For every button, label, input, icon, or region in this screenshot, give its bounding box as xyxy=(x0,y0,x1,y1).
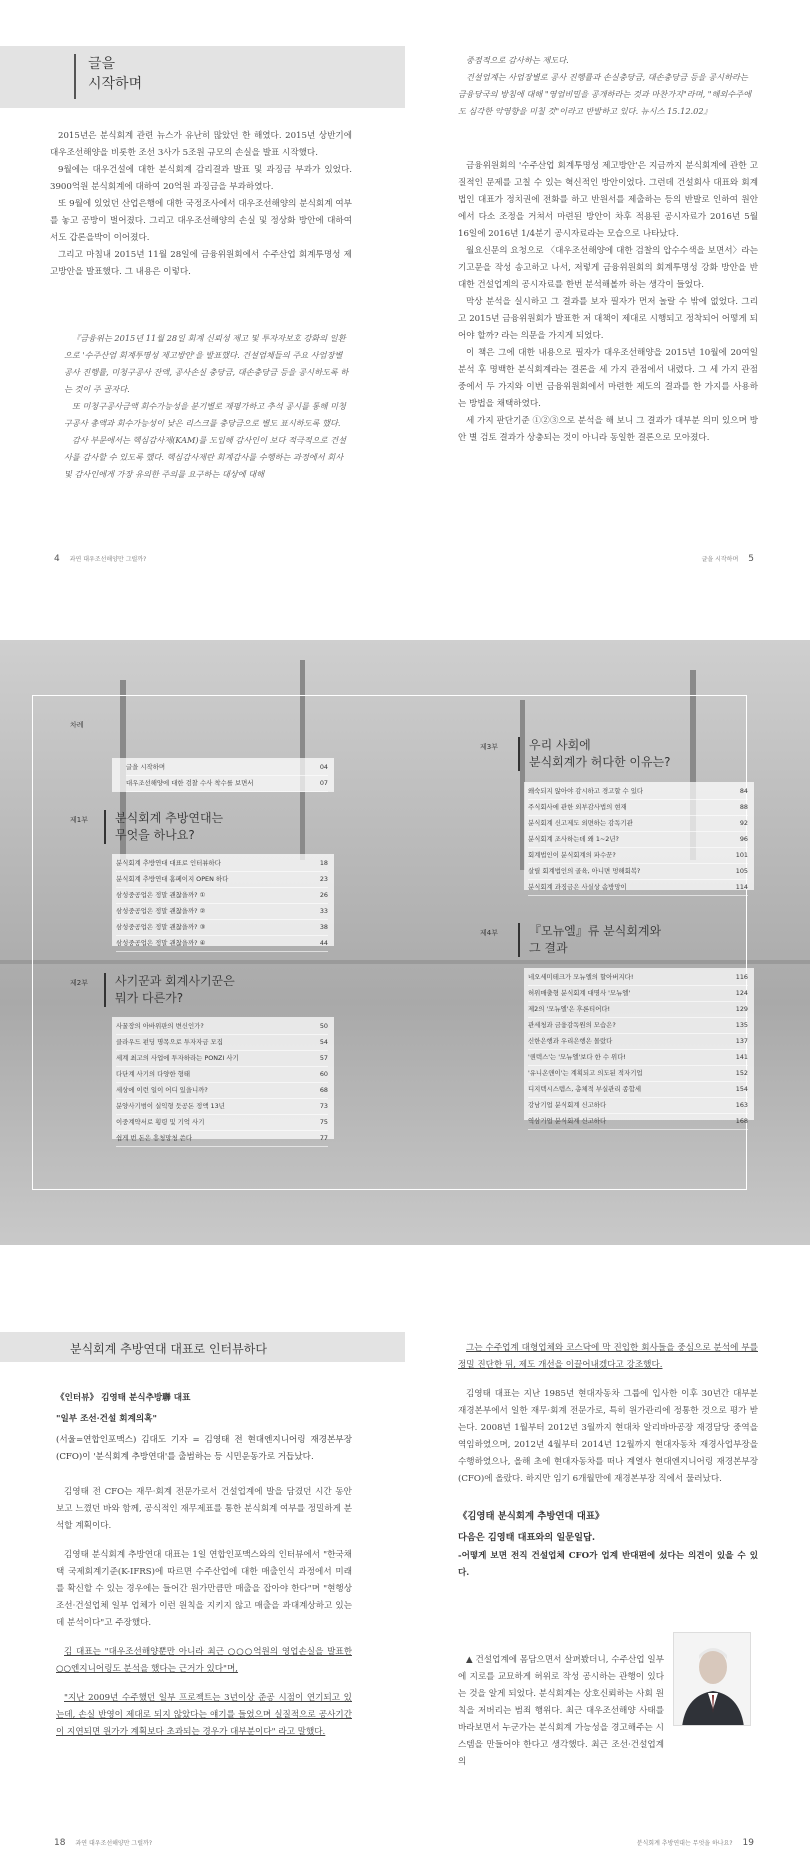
intro-body-left xyxy=(50,128,352,281)
toc-entry-title: 글을 시작하며 xyxy=(126,763,166,771)
paragraph: 그리고 마침내 2015년 11월 28일에 금융위원회에서 수주산업 회계투명성 제고방안을 발표했다. 그 내용은 이렇다. xyxy=(50,250,352,277)
toc-entry-page: 116 xyxy=(735,973,748,981)
spread-toc xyxy=(0,600,810,1300)
paragraph: 2015년은 분식회계 관련 뉴스가 유난히 많았던 한 해였다. 2015년 상반기에 대우조선해양을 비롯한 조선 3사가 5조원 규모의 손실을 발표 시작했다. xyxy=(50,131,352,158)
toc-entry-page: 26 xyxy=(319,891,328,899)
toc-entry-title: 분식회계 추방연대 홈페이지 OPEN 하다 xyxy=(116,875,229,883)
quote-paragraph: 『금융위는 2015년 11월 28일 회계 신뢰성 제고 및 투자자보호 강화의 일환으로 '수주산업 회계투명성 제고방안'을 발표했다. 건설업체들의 주요 사업장별 공사 진행률, 미청구공사 잔액, 공사손실 충당금, 대손충당금 등을 공시하도록 하는 것이 주 골자다. xyxy=(64,333,349,394)
toc-entry-title: 신한은행과 우리은행은 몰랐다 xyxy=(528,1037,613,1045)
toc-entry[interactable] xyxy=(528,1034,748,1050)
qa-head: 《김영태 분식회계 추방연대 대표》 xyxy=(458,1511,605,1522)
toc-entry[interactable] xyxy=(116,1115,328,1131)
toc-entry[interactable] xyxy=(528,816,748,832)
part-title: 『모뉴엘』류 분식회계와 그 결과 xyxy=(518,923,661,957)
quote-paragraph: "지난 2009년 수주했던 일부 프로젝트는 3년이상 준공 시점이 연기되고 있는데, 손실 반영이 제대로 되지 않았다는 얘기를 들었으며 실질적으로 공사기간이 지연되면 원가가 계획보다 초과되는 경우가 대부분이다" 라고 말했다. xyxy=(56,1693,352,1737)
toc-entry-title: 역삼기업 분식회계 신고하다 xyxy=(528,1117,607,1125)
toc-entry[interactable] xyxy=(528,1050,748,1066)
toc-entry-title: 삼성중공업은 정말 괜찮을까? ① xyxy=(116,891,206,899)
toc-entry-page: 105 xyxy=(735,867,748,875)
quote-paragraph: 건설업계는 사업장별로 공사 진행률과 손실충당금, 대손충당금 등을 공시하라는 금융당국의 방침에 대해 "영업비밀을 공개하라는 것과 마찬가지"라며, "해외수주에도 심각한 악영향을 미칠 것"이라고 반발하고 있다. 뉴시스 15.12.02』 xyxy=(458,72,752,116)
toc-entry-page: 152 xyxy=(735,1069,748,1077)
toc-entry-page: 38 xyxy=(319,923,328,931)
part-tag: 제3부 xyxy=(480,743,498,751)
paragraph: 또 9월에 있었던 산업은행에 대한 국정조사에서 대우조선해양의 분식회계 여부를 놓고 공방이 벌어졌다. 그리고 대우조선해양의 손실 및 정상화 방안에 대하여서도 갑론을박이 이어졌다. xyxy=(50,199,352,243)
part-title: 사기꾼과 회계사기꾼은 뭐가 다른가? xyxy=(104,973,235,1007)
toc-entry-title: 주식회사에 관한 외부감사법의 현재 xyxy=(528,803,627,811)
paragraph: 금융위원회의 '수주산업 회계투명성 제고방안'은 지금까지 분식회계에 관한 고질적인 문제를 고칠 수 있는 혁신적인 방안이었다. 그런데 건설회사 대표와 회계법인 대표가 정치권에 전화를 하고 반원서를 제출하는 등의 반발로 인하여 원안에서 다소 조정을 거쳐서 마련된 방안이 차후 적용된 공시자료가 2016년 5월 16일에 2016년 1/4분기 공시자료라는 모습으로 나타났다. xyxy=(458,161,758,239)
running-title: 분식회계 추방연대는 무엇을 하나요? xyxy=(636,1840,733,1847)
toc-entry[interactable] xyxy=(528,784,748,800)
toc-entry-page: 54 xyxy=(319,1038,328,1046)
toc-entry[interactable] xyxy=(116,1035,328,1051)
folio-right xyxy=(637,1838,754,1848)
spread-interview xyxy=(0,1300,810,1875)
toc-entry-page: 44 xyxy=(319,939,328,947)
toc-entry[interactable] xyxy=(126,776,328,792)
toc-entry-title: 세계 최고의 사업에 투자하라는 PONZI 사기 xyxy=(116,1054,239,1062)
toc-entry-title: 다단계 사기의 다양한 형태 xyxy=(116,1070,191,1078)
toc-entry-title: 살릴 회계법인의 골육, 아니면 멍해회복? xyxy=(528,867,641,875)
toc-entry-page: 07 xyxy=(319,779,328,787)
spread-intro xyxy=(0,0,810,600)
toc-entry[interactable] xyxy=(528,880,748,896)
paragraph: 세 가지 판단기준 ①②③으로 분석을 해 보니 그 결과가 대부분 의미 있으며 방안 별 검토 결과가 상충되는 것이 아니라 동일한 결론으로 모아졌다. xyxy=(458,416,758,443)
toc-entry-page: 168 xyxy=(735,1117,748,1125)
toc-entry-title: 디지텍시스템스, 총체적 부실관리 종합세 xyxy=(528,1085,642,1093)
toc-entry[interactable] xyxy=(528,1018,748,1034)
intro-quote-right xyxy=(458,52,758,120)
header-rule xyxy=(74,54,76,99)
toc-entry[interactable] xyxy=(116,1067,328,1083)
paragraph: 막상 분석을 실시하고 그 결과를 보자 필자가 먼저 놀랄 수 밖에 없었다. 그리고 2015년 금융위원회가 발표한 저 대책이 제대로 시행되고 정착되어 어떻게 되어야 할까? 라는 의문을 가지게 되었다. xyxy=(458,297,758,341)
toc-entry[interactable] xyxy=(528,1066,748,1082)
toc-entry-title: 회계법인이 분식회계의 파수꾼? xyxy=(528,851,616,859)
toc-entry[interactable] xyxy=(116,1131,328,1147)
toc-entry-page: 73 xyxy=(319,1102,328,1110)
toc-entry-title: 분식회계 조사하는데 왜 1~2년? xyxy=(528,835,619,843)
toc-entry[interactable] xyxy=(116,936,328,952)
toc-part3-list xyxy=(528,784,748,896)
toc-entry[interactable] xyxy=(116,904,328,920)
toc-label: 차례 xyxy=(70,721,84,729)
toc-entry[interactable] xyxy=(126,760,328,776)
toc-entry[interactable] xyxy=(528,986,748,1002)
toc-entry-page: 57 xyxy=(319,1054,328,1062)
toc-entry[interactable] xyxy=(116,872,328,888)
toc-entry-page: 84 xyxy=(739,787,748,795)
interview-body-right xyxy=(458,1340,758,1582)
person-illustration xyxy=(674,1633,751,1726)
toc-entry-page: 23 xyxy=(319,875,328,883)
toc-entry[interactable] xyxy=(116,1099,328,1115)
toc-entry[interactable] xyxy=(116,888,328,904)
intro-body-right xyxy=(458,158,758,447)
toc-intro-list xyxy=(126,760,328,792)
toc-entry-title: 네오세미테크가 모뉴엘의 할아버지다! xyxy=(528,973,634,981)
toc-entry-page: 141 xyxy=(735,1053,748,1061)
toc-entry-title: 사꿀장의 아바위판의 변신인가? xyxy=(116,1022,204,1030)
quote-paragraph: 또 미청구공사금액 회수가능성을 분기별로 재평가하고 추석 공시를 통해 미청구공사 총액과 회수가능성이 낮은 리스크를 충당금으로 별도 표시하도록 했다. xyxy=(64,401,346,428)
toc-entry-title: '퀀텍스'는 '모뉴엘'보다 한 수 위다! xyxy=(528,1053,626,1061)
toc-entry-title: 클라우드 펀딩 명목으로 투자자금 모집 xyxy=(116,1038,223,1046)
toc-entry-page: 18 xyxy=(319,859,328,867)
toc-entry[interactable] xyxy=(528,1098,748,1114)
part-title: 우리 사회에 분식회계가 허다한 이유는? xyxy=(518,737,671,771)
section-title: 글을 시작하며 xyxy=(88,56,143,92)
page-number: 4 xyxy=(54,554,60,564)
toc-entry-page: 129 xyxy=(735,1005,748,1013)
folio-left xyxy=(54,1838,152,1848)
qa-subhead: 다음은 김영태 대표와의 일문일답. xyxy=(458,1532,596,1543)
toc-entry-title: 제2의 '모뉴엘'은 후론티어다! xyxy=(528,1005,611,1013)
toc-entry-page: 75 xyxy=(319,1118,328,1126)
part-tag: 제2부 xyxy=(70,979,88,987)
toc-entry[interactable] xyxy=(528,832,748,848)
toc-entry-page: 96 xyxy=(739,835,748,843)
running-title: 글을 시작하며 xyxy=(701,556,739,563)
toc-entry[interactable] xyxy=(528,1114,748,1130)
toc-entry-title: 대우조선해양에 대한 검찰 수사 착수를 보면서 xyxy=(126,779,254,787)
toc-entry-title: 분식회계 신고제도 외면하는 감독기관 xyxy=(528,819,633,827)
qa-question: -어떻게 보면 전직 건설업체 CFO가 업계 반대편에 섰다는 의견이 있을 수 있다. xyxy=(458,1551,758,1578)
part-title: 분식회계 추방연대는 무엇을 하나요? xyxy=(104,810,223,844)
quote-paragraph: 감사 부문에서는 핵심감사제(KAM)를 도입해 감사인이 보다 적극적으로 건설사를 감사할 수 있도록 했다. 핵심감사제란 회계감사를 수행하는 과정에서 회사 및 감사인에게 가장 유의한 주의를 요구하는 대상에 대해 xyxy=(64,435,347,479)
intro-quote-left xyxy=(64,330,352,483)
toc-part2-list xyxy=(116,1019,328,1147)
toc-entry-title: 관세청과 금융감독원의 모습은? xyxy=(528,1021,616,1029)
running-title: 과연 대우조선해양만 그럴까? xyxy=(69,556,147,563)
byline: (서울=연합인포맥스) 김대도 기자 = 김영태 전 현대엔지니어링 재경본부장(CFO)이 '분식회계 추방연대'를 출범하는 등 시민운동가로 거듭났다. xyxy=(56,1435,352,1462)
toc-part4-list xyxy=(528,970,748,1130)
paragraph: 이 책은 그에 대한 내용으로 필자가 대우조선해양을 2015년 10월에 20여일 분석 후 명백한 분식회계라는 결론을 세 가지 관점에서 내렸다. 그 세 가지 관점 중에서 두 가지와 이번 금융위원회에서 마련한 제도의 결과를 한 가지를 사용하는 방법을 채택하였다. xyxy=(458,348,758,409)
toc-entry-page: 60 xyxy=(319,1070,328,1078)
qa-answer xyxy=(458,1652,664,1771)
toc-entry[interactable] xyxy=(528,848,748,864)
toc-entry-page: 135 xyxy=(735,1021,748,1029)
toc-entry[interactable] xyxy=(116,1083,328,1099)
toc-entry-page: 33 xyxy=(319,907,328,915)
toc-entry-title: 이중계약서로 횡령 및 기억 사기 xyxy=(116,1118,205,1126)
toc-entry-title: 삼성중공업은 정말 괜찮을까? ② xyxy=(116,907,206,915)
folio-right xyxy=(702,554,754,564)
page-number: 19 xyxy=(742,1838,754,1848)
toc-part1-list xyxy=(116,856,328,952)
paragraph: 김영태 대표는 지난 1985년 현대자동차 그룹에 입사한 이후 30년간 대부분 재경본부에서 일한 재무·회계 전문가로, 특히 원가관리에 정통한 것으로 평가 받는다. 2008년 1월부터 2012년 3월까지 현대차 알리바바공장 재경담당 중역을 역임하였으며, 2012년 4월부터 2014년 12월까지 현대자동차 재경사업부장을 수행하였으나, 올해 초에 현대자동차를 떠나 계열사 현대엔지니어링 재경본부장(CFO)에 올랐다. 하지만 임기 6개월만에 재경본부장 직에서 물러났다. xyxy=(458,1389,758,1484)
quote-paragraph: 중점적으로 감사하는 제도다. xyxy=(466,55,569,65)
toc-entry-page: 68 xyxy=(319,1086,328,1094)
toc-entry-page: 114 xyxy=(735,883,748,891)
toc-entry[interactable] xyxy=(528,800,748,816)
folio-left xyxy=(54,554,146,564)
toc-entry-title: 분식회계 추방연대 대표로 인터뷰하다 xyxy=(116,859,221,867)
paragraph: ▲ 건설업계에 몸담으면서 살펴봤더니, 수주산업 일부에 지로를 교묘하게 허위로 작성 공시하는 관행이 있다는 것을 알게 되었다. 분식회계는 상호신뢰하는 사회 원칙을 저버리는 범죄 행위다. 최근 대우조선해양 사태를 바라보면서 누군가는 분식회계 가능성을 경고해주는 시스템을 만들어야 한다고 생각했다. 최근 조선·건설업계의 xyxy=(458,1655,664,1767)
toc-entry-page: 101 xyxy=(735,851,748,859)
part-tag: 제4부 xyxy=(480,929,498,937)
portrait-photo xyxy=(673,1632,751,1726)
interview-body-left xyxy=(56,1390,352,1741)
toc-entry-page: 04 xyxy=(319,763,328,771)
page-number: 5 xyxy=(748,554,754,564)
quote-paragraph: 김 대표는 "대우조선해양뿐만 아니라 최근 ○○○억원의 영업손실을 발표한 ○○엔지니어링도 분석을 했다는 근거가 있다"며, xyxy=(56,1647,352,1674)
toc-entry[interactable] xyxy=(528,970,748,986)
toc-entry[interactable] xyxy=(116,856,328,872)
toc-entry-title: 삼성중공업은 정말 괜찮을까? ③ xyxy=(116,923,206,931)
interview-head: 《인터뷰》 김영태 분식추방聯 대표 xyxy=(56,1393,191,1403)
toc-entry-title: 허위매출형 분식회계 대명사 '모뉴엘' xyxy=(528,989,631,997)
section-title: 분식회계 추방연대 대표로 인터뷰하다 xyxy=(70,1342,267,1356)
toc-entry[interactable] xyxy=(528,1002,748,1018)
toc-entry-title: 강남기업 분식회계 신고하다 xyxy=(528,1101,607,1109)
paragraph: 월요신문의 요청으로 〈대우조선해양에 대한 검찰의 압수수색을 보면서〉라는 기고문을 작성 송고하고 나서, 저렇게 금융위원회의 회계투명성 강화 방안을 반대한 건설업계의 공시자료를 한번 분석해볼까 하는 생각이 들었다. xyxy=(458,246,758,290)
paragraph: 김영태 분식회계 추방연대 대표는 1일 연합인포맥스와의 인터뷰에서 "한국채택 국제회계기준(K-IFRS)에 따르면 수주산업에 대한 매출인식 과정에서 미래를 확신할 수 있는 경우에는 들어간 원가만큼만 매출을 잡아야 한다"며 "현행상 조선·건설업체 일부 업체가 이런 원칙을 지키지 않고 매출을 과대계상하고 있는 데 분석이다"고 주장했다. xyxy=(56,1550,352,1628)
part-tag: 제1부 xyxy=(70,816,88,824)
running-title: 과연 대우조선해양만 그럴까? xyxy=(75,1840,153,1847)
section-header xyxy=(0,1332,405,1362)
toc-entry-title: 왜숙되지 않아야 감시하고 경고할 수 있다 xyxy=(528,787,644,795)
section-header xyxy=(0,46,405,108)
paragraph: 9월에는 대우건설에 대한 분식회계 감리결과 발표 및 과징금 부과가 있었다. 3900억원 분식회계에 대하여 20억원 과징금을 부과하였다. xyxy=(50,165,352,192)
toc-entry[interactable] xyxy=(528,864,748,880)
toc-entry-title: 세상에 이런 일이 어디 있을니까? xyxy=(116,1086,208,1094)
toc-entry-page: 137 xyxy=(735,1037,748,1045)
toc-entry-title: 분양사기범이 실익형 듯공돈 정액 13년 xyxy=(116,1102,225,1110)
toc-entry-page: 88 xyxy=(739,803,748,811)
toc-entry[interactable] xyxy=(116,1019,328,1035)
toc-entry-title: 삼성중공업은 정말 괜찮을까? ④ xyxy=(116,939,206,947)
toc-entry[interactable] xyxy=(116,1051,328,1067)
toc-entry-page: 154 xyxy=(735,1085,748,1093)
page-number: 18 xyxy=(54,1838,66,1848)
toc-entry-page: 50 xyxy=(319,1022,328,1030)
toc-entry-title: '유니온앤이'는 계획되고 의도된 적자기업 xyxy=(528,1069,643,1077)
interview-headline: "일부 조선·건설 회계의혹" xyxy=(56,1414,157,1424)
toc-entry-title: 쉽게 번 돈은 흥청망청 쓴다 xyxy=(116,1134,193,1142)
toc-entry[interactable] xyxy=(528,1082,748,1098)
toc-entry-page: 92 xyxy=(739,819,748,827)
toc-entry-page: 163 xyxy=(735,1101,748,1109)
toc-entry-page: 124 xyxy=(735,989,748,997)
toc-entry-title: 분식회계 과징금은 사실상 솜방망이 xyxy=(528,883,627,891)
paragraph: 김영태 전 CFO는 재무·회계 전문가로서 건설업계에 발을 담겼던 시간 동안 보고 느꼈던 바와 함께, 공식적인 재무제표를 통한 분식회계 여부를 정밀하게 분석할 계획이다. xyxy=(56,1487,352,1531)
quote-paragraph: 그는 수주업계 대형업체와 코스닥에 막 진입한 회사들을 중심으로 분석에 부를 정밀 진단한 뒤, 제도 개선을 이끌어내겠다고 강조했다. xyxy=(458,1343,758,1370)
toc-entry[interactable] xyxy=(116,920,328,936)
toc-entry-page: 77 xyxy=(319,1134,328,1142)
